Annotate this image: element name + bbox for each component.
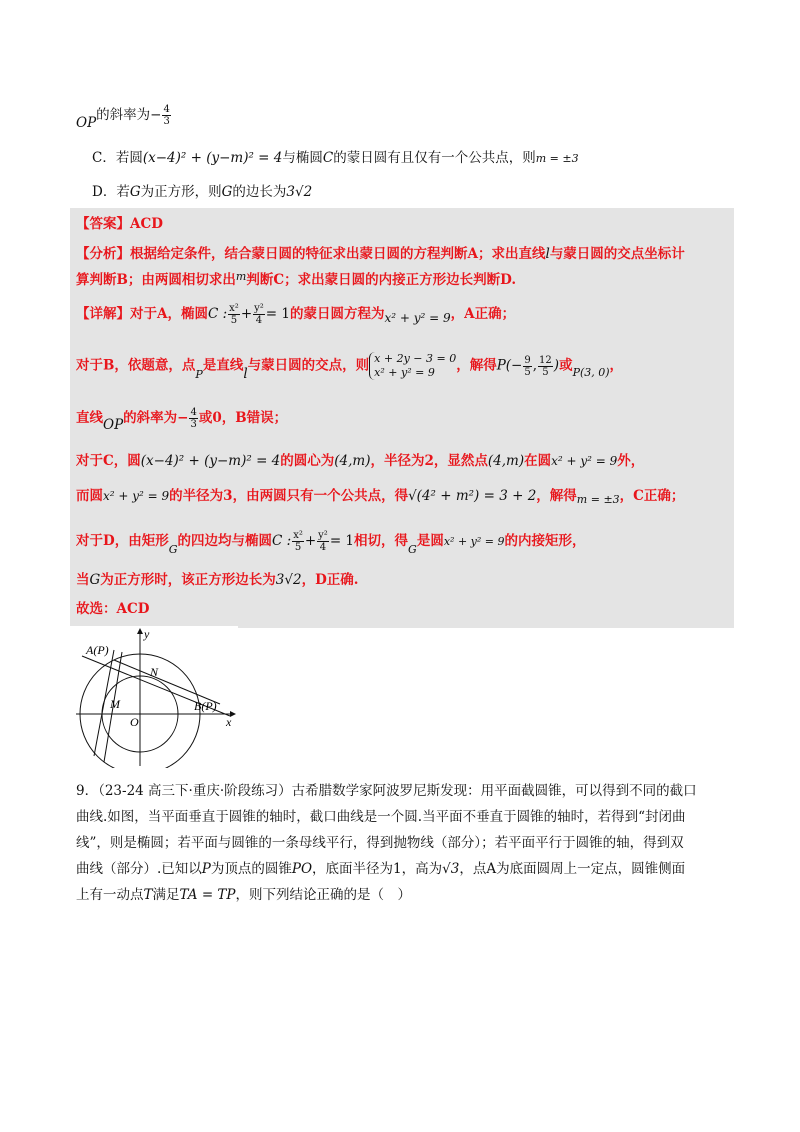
detail-d: 对于D，由矩形$_G$的四边均与椭圆C : $\frac{\text{x²}}{5}$ + $\frac{\text{y²}}{4}$ = 1相切，得$_G$是圆x² + y² = 9的内接矩形，	[76, 530, 586, 556]
figure-svg	[70, 626, 238, 768]
tangent-line-1	[114, 660, 220, 704]
y-axis-arrow-icon	[137, 628, 143, 634]
fraction-4-3: $\frac{4}{3}$	[163, 104, 170, 127]
detail-d2: 当G为正方形时，该正方形边长为3√2，D正确.	[76, 572, 359, 588]
label-x: x	[226, 715, 232, 729]
q9-line-1: 9．（23-24 高三下·重庆·阶段练习）古希腊数学家阿波罗尼斯发现：用平面截圆锥，可以得到不同的截口	[76, 783, 697, 799]
slope-text: 的斜率为−	[96, 107, 162, 123]
label-origin: O	[130, 715, 139, 729]
q9-line-5: 上有一动点T满足TA = TP，则下列结论正确的是（ ）	[76, 887, 412, 903]
label-a-p: A(P)	[86, 643, 109, 657]
detail-b2: 直线OP的斜率为− $\frac{4}{3}$ 或0，B错误；	[76, 407, 288, 433]
option-d: D．若G为正方形，则G的边长为3√2	[92, 184, 313, 200]
geometry-figure	[70, 626, 238, 768]
detail-c2: 而圆x² + y² = 9的半径为3，由两圆只有一个公共点，得√(4² + m²) = 3 + 2，解得$_{m = \pm 3}$，C正确；	[76, 488, 685, 506]
detail-c: 对于C，圆(x−4)² + (y−m)² = 4的圆心为(4,m)，半径为2，显然点(4,m)在圆x² + y² = 9外，	[76, 453, 645, 469]
label-n: N	[150, 665, 159, 679]
label-y: y	[144, 627, 150, 641]
equation-system: x + 2y − 3 = 0 x² + y² = 9	[369, 352, 456, 380]
circle-equation: (x−4)² + (y−m)² = 4	[142, 150, 283, 166]
detail-b: 对于B，依题意，点$_P$是直线l与蒙日圆的交点，则 x + 2y − 3 = 0 x² + y² = 9 ，解得P(− $\frac{9}{5}$ , $\frac{12}{5}$ )或$_{P(3, 0)}$，	[76, 352, 624, 382]
label-m: M	[110, 697, 120, 711]
analysis-line-2: 算判断B；由两圆相切求出$^m$判断C；求出蒙日圆的内接正方形边长判断D.	[76, 270, 517, 288]
question-9	[76, 778, 736, 908]
option-b-tail	[76, 104, 172, 131]
q9-line-2: 曲线.如图，当平面垂直于圆锥的轴时，截口曲线是一个圆.当平面不垂直于圆锥的轴时，若得到“封闭曲	[76, 809, 686, 825]
m-result: m = ±3	[535, 152, 579, 165]
option-c: C．若圆(x−4)² + (y−m)² = 4与椭圆C的蒙日圆有且仅有一个公共点，则m = ±3	[92, 150, 579, 166]
q9-line-3: 线”，则是椭圆；若平面与圆锥的一条母线平行，得到抛物线（部分）；若平面平行于圆锥的轴，得到双	[76, 835, 684, 851]
side-length-value: 3√2	[286, 184, 313, 200]
analysis-line-1: 【分析】根据给定条件，结合蒙日圆的特征求出蒙日圆的方程判断A；求出直线l与蒙日圆的交点坐标计	[76, 246, 685, 262]
choose-answer: 故选：ACD	[76, 601, 150, 617]
label-b-p: B(P)	[194, 699, 217, 713]
q9-line-4: 曲线（部分）.已知以P为顶点的圆锥PO，底面半径为1，高为√3，点A为底面圆周上一定点，圆锥侧面	[76, 861, 686, 877]
op-symbol: OP	[76, 115, 97, 131]
detail-a: 【详解】对于A，椭圆C : $\frac{\text{x²}}{5}$ + $\frac{\text{y²}}{4}$ = 1的蒙日圆方程为x² + y² = 9，A正确；	[76, 303, 516, 326]
answer-label: 【答案】ACD	[76, 216, 163, 232]
